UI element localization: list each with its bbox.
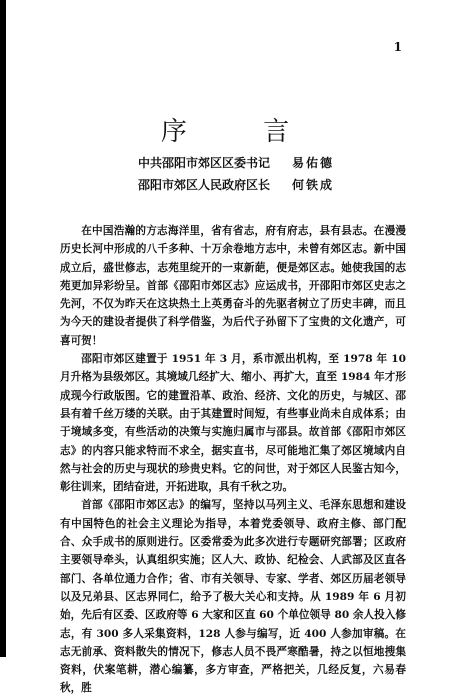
paragraph: 在中国浩瀚的方志海洋里，省有省志，府有府志，县有县志。在漫漫历史长河中形成的八千多种、十万余卷地方志中，未曾有郊区志。新中国成立后，盛世修志，志苑里绽开的一束新葩，便是郊区志。她使我国的志苑更加异彩纷呈。首部《邵阳市郊区志》应运成书，开邵阳市郊区史志之先河，不仅为昨天在这块热土上英勇奋斗的先驱者树立了历史丰碑，而且为今天的建设者提供了科学借鉴，为后代子孙留下了宝贵的文化遗产，可喜可贺！ bbox=[60, 225, 406, 347]
preface-body bbox=[60, 222, 406, 698]
signature-line bbox=[138, 174, 334, 196]
scan-edge bbox=[0, 0, 6, 657]
signatory-name: 何铁成 bbox=[292, 178, 335, 192]
signatory-name: 易佑德 bbox=[292, 156, 335, 170]
signature-line bbox=[138, 152, 334, 174]
paragraph: 首部《邵阳市郊区志》的编写，坚持以马列主义、毛泽东思想和建设有中国特色的社会主义理论为指导，本着党委领导、政府主修、部门配合、众手成书的原则进行。区委常委为此多次进行专题研究部署；区政府主要领导牵头，认真组织实施；区人大、政协、纪检会、人武部及区直各部门、各单位通力合作；省、市有关领导、专家、学者、郊区历届老领导以及兄弟县、区志界同仁，给予了极大关心和支持。从 1989 年 6 月初始，先后有区委、区政府等 6 大家和区直 60 个单位领导 80 余人投入修志，有 300 多人采集资料，128 人参与编写，近 400 人参加审稿。在志无前承、资料散失的情况下，修志人员不畏严寒酷暑，持之以恒地搜集资料，伏案笔耕，潜心编纂，多方审查，严格把关，几经反复，六易春秋，胜 bbox=[60, 499, 406, 695]
signatory-position: 中共邵阳市郊区区委书记 bbox=[138, 156, 271, 170]
signature-block bbox=[138, 152, 334, 196]
page-title: 序 言 bbox=[160, 117, 324, 148]
signatory-position: 邵阳市郊区人民政府区长 bbox=[138, 178, 271, 192]
page-number: 1 bbox=[393, 40, 402, 54]
paragraph: 邵阳市郊区建置于 1951 年 3 月，系市派出机构，至 1978 年 10 月升格为县级郊区。其境域几经扩大、缩小、再扩大，直至 1984 年才形成现今行政版图。它的建置沿革、政治、经济、文化的历史，与城区、邵县有着千丝万缕的关联。由于其建置时间短，有些事业尚未自成体系；由于境域多变，有些活动的决策与实施归属市与邵县。故首部《邵阳市郊区志》的内容只能求特而不求全，据实直书，尽可能地汇集了郊区境域内自然与社会的历史与现状的珍贵史料。它的问世，对于郊区人民鉴古知今，彰往训来，团结奋进，开拓进取，具有千秋之功。 bbox=[60, 353, 406, 494]
